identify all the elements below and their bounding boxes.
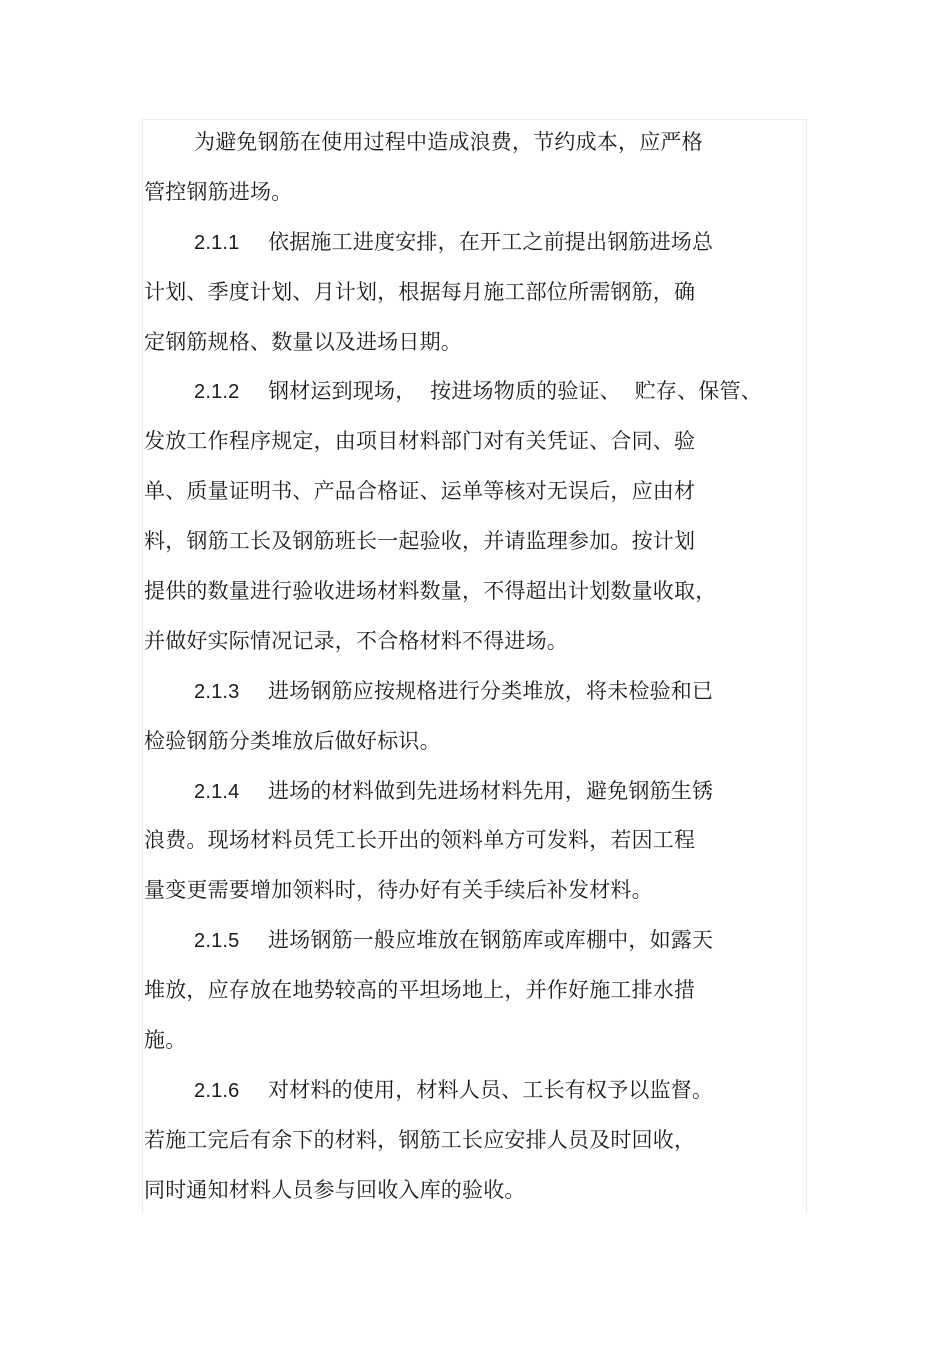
- clause-2-1-5-line-2: 堆放，应存放在地势较高的平坦场地上，并作好施工排水措: [144, 978, 696, 1003]
- clause-2-1-4-line-2: 浪费。现场材料员凭工长开出的领料单方可发料，若因工程: [144, 828, 696, 853]
- clause-2-1-2-line-2: 发放工作程序规定，由项目材料部门对有关凭证、合同、验: [144, 429, 696, 454]
- paragraph-intro-line-1: 为避免钢筋在使用过程中造成浪费，节约成本，应严格: [194, 130, 703, 154]
- clause-2-1-5-line-3: 施。: [144, 1028, 187, 1053]
- clause-text: 对材料的使用，材料人员、工长有权予以监督。: [268, 1077, 714, 1102]
- clause-2-1-2-line-4: 料，钢筋工长及钢筋班长一起验收，并请监理参加。按计划: [144, 529, 696, 554]
- document-body: [144, 118, 804, 1216]
- clause-2-1-4-line-3: 量变更需要增加领料时，待办好有关手续后补发材料。: [144, 878, 653, 903]
- clause-2-1-2-line-1: [144, 367, 804, 417]
- paragraph-intro-line-2: 管控钢筋进场。: [144, 179, 293, 204]
- clause-2-1-3-line-2: 检验钢筋分类堆放后做好标识。: [144, 728, 441, 753]
- clause-text: 进场钢筋应按规格进行分类堆放，将未检验和已: [268, 678, 714, 703]
- clause-2-1-6-line-1: [144, 1066, 804, 1116]
- clause-2-1-2-line-3: 单、质量证明书、产品合格证、运单等核对无误后，应由材: [144, 479, 696, 504]
- clause-2-1-2-line-6: 并做好实际情况记录，不合格材料不得进场。: [144, 628, 568, 653]
- clause-2-1-3-line-1: [144, 667, 804, 717]
- clause-2-1-4-line-1: [144, 767, 804, 817]
- clause-text: 钢材运到现场， 按进场物质的验证、 贮存、保管、: [268, 379, 762, 404]
- clause-text: 依据施工进度安排，在开工之前提出钢筋进场总: [268, 229, 714, 254]
- clause-number: 2.1.1: [194, 231, 240, 254]
- clause-number: 2.1.5: [194, 930, 240, 953]
- clause-2-1-6-line-3: 同时通知材料人员参与回收入库的验收。: [144, 1177, 526, 1202]
- clause-2-1-1-line-1: [144, 218, 804, 268]
- clause-number: 2.1.4: [194, 780, 240, 803]
- clause-number: 2.1.3: [194, 680, 240, 703]
- clause-2-1-2-line-5: 提供的数量进行验收进场材料数量，不得超出计划数量收取，: [144, 579, 717, 604]
- clause-2-1-6-line-2: 若施工完后有余下的材料，钢筋工长应安排人员及时回收，: [144, 1127, 696, 1152]
- clause-number: 2.1.2: [194, 381, 240, 404]
- clause-text: 进场钢筋一般应堆放在钢筋库或库棚中，如露天: [268, 928, 714, 953]
- clause-2-1-5-line-1: [144, 916, 804, 966]
- clause-2-1-1-line-3: 定钢筋规格、数量以及进场日期。: [144, 329, 462, 354]
- clause-number: 2.1.6: [194, 1079, 240, 1102]
- clause-2-1-1-line-2: 计划、季度计划、月计划，根据每月施工部位所需钢筋，确: [144, 279, 696, 304]
- clause-text: 进场的材料做到先进场材料先用，避免钢筋生锈: [268, 778, 714, 803]
